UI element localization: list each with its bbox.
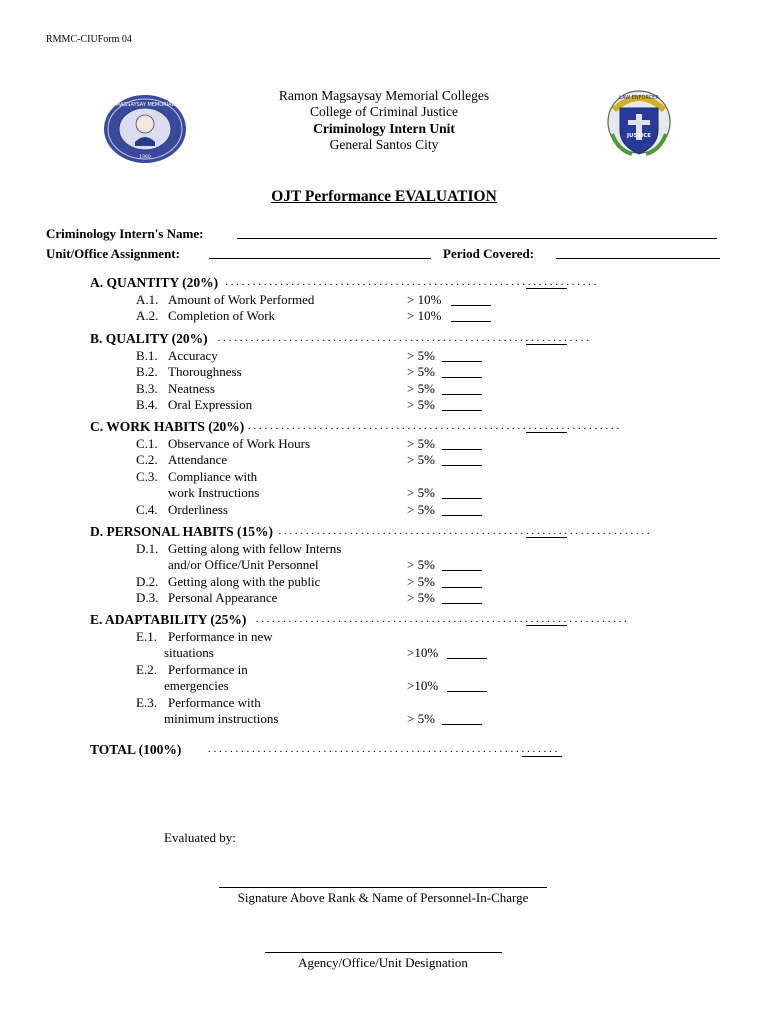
criterion-code: C.3. — [136, 468, 158, 484]
criterion-weight: > 5% — [407, 501, 435, 517]
criterion-code: B.2. — [136, 364, 158, 380]
section-leader-dots: . . . . . . . . . . . . . . . . . . . . . . . . . . . . . . . . . . . . . . . . . . . . . . . . . . . . . . . . . . . . . . . . . . . . — [217, 332, 589, 344]
svg-text:MAGSAYSAY MEMORIAL: MAGSAYSAY MEMORIAL — [115, 102, 175, 108]
section-title: C. WORK HABITS (20%) — [90, 419, 245, 434]
total-row — [90, 742, 181, 758]
agency-caption: Agency/Office/Unit Designation — [298, 955, 468, 970]
section-leader-dots: . . . . . . . . . . . . . . . . . . . . . . . . . . . . . . . . . . . . . . . . . . . . . . . . . . . . . . . . . . . . . . . . . . . . — [225, 276, 597, 288]
college-name: Ramon Magsaysay Memorial Colleges — [278, 88, 490, 103]
criterion-weight: > 5% — [407, 711, 435, 726]
criterion-weight: > 10% — [407, 308, 442, 324]
criterion-label: Personal Appearance — [168, 590, 278, 606]
signature-caption: Signature Above Rank & Name of Personnel-In-Charge — [237, 890, 529, 905]
criterion-label: Observance of Work Hours — [168, 436, 311, 451]
criterion-score-blank[interactable] — [442, 587, 482, 588]
criterion-code: C.2. — [136, 452, 158, 468]
criterion-code: E.1. — [136, 629, 157, 644]
criterion-weight: >10% — [407, 645, 439, 661]
total-score-blank[interactable] — [522, 756, 562, 757]
criterion-label: Getting along with fellow Interns — [168, 541, 342, 556]
total-leader-dots: . . . . . . . . . . . . . . . . . . . . . . . . . . . . . . . . . . . . . . . . . . . . . . . . . . . . . . . . . . . . . . . . — [208, 743, 558, 755]
criterion-label: Orderliness — [168, 501, 228, 517]
criterion-code: D.2. — [136, 573, 159, 589]
criterion-score-blank[interactable] — [447, 658, 487, 659]
criterion-weight: > 5% — [407, 364, 435, 380]
section-leader-dots: . . . . . . . . . . . . . . . . . . . . . . . . . . . . . . . . . . . . . . . . . . . . . . . . . . . . . . . . . . . . . . . . . . . . — [248, 420, 620, 432]
criterion-score-blank[interactable] — [442, 498, 482, 499]
unit-name: Criminology Intern Unit — [313, 121, 455, 136]
section-leader-dots: . . . . . . . . . . . . . . . . . . . . . . . . . . . . . . . . . . . . . . . . . . . . . . . . . . . . . . . . . . . . . . . . . . . . — [278, 525, 650, 537]
criterion-code: A.1. — [136, 292, 159, 307]
svg-text:1960: 1960 — [139, 155, 151, 160]
department-name: College of Criminal Justice — [309, 104, 459, 119]
criterion-label: Thoroughness — [168, 364, 242, 380]
svg-text:LAW ENFORCER: LAW ENFORCER — [619, 95, 659, 101]
criterion-label: situations — [164, 645, 214, 661]
criterion-weight: > 5% — [407, 452, 435, 468]
form-code: RMMC-CIUForm 04 — [46, 34, 132, 45]
criterion-score-blank[interactable] — [442, 410, 482, 411]
svg-text:JUSTICE: JUSTICE — [626, 133, 652, 139]
criterion-code: C.4. — [136, 501, 158, 517]
criterion-score-blank[interactable] — [451, 305, 491, 306]
period-covered-label: Period Covered: — [443, 246, 535, 261]
criterion-weight: > 10% — [407, 292, 442, 307]
criterion-score-blank[interactable] — [442, 361, 482, 362]
criterion-code: E.2. — [136, 661, 157, 677]
section-title: E. ADAPTABILITY (25%) — [90, 612, 247, 627]
criterion-code: E.3. — [136, 694, 157, 710]
criterion-weight: > 5% — [407, 397, 435, 413]
criterion-score-blank[interactable] — [442, 570, 482, 571]
total-label: TOTAL (100%) — [90, 742, 182, 757]
criterion-label: Neatness — [168, 380, 215, 396]
criterion-label: Performance in new — [168, 629, 273, 644]
criterion-label: Getting along with the public — [168, 573, 321, 589]
criterion-weight: > 5% — [407, 557, 435, 573]
criterion-score-blank[interactable] — [442, 394, 482, 395]
criterion-score-blank[interactable] — [442, 377, 482, 378]
form-title: OJT Performance EVALUATION — [271, 188, 497, 205]
section-score-blank[interactable] — [526, 432, 567, 433]
intern-name-field[interactable] — [237, 238, 717, 239]
criterion-weight: > 5% — [407, 485, 435, 501]
intern-name-label: Criminology Intern's Name: — [46, 226, 204, 241]
criterion-code: C.1. — [136, 436, 158, 451]
criterion-label: Compliance with — [168, 468, 258, 484]
criterion-weight: > 5% — [407, 436, 435, 451]
period-covered-field[interactable] — [556, 258, 720, 259]
criterion-weight: > 5% — [407, 573, 435, 589]
criterion-label: Attendance — [168, 452, 228, 468]
agency-line[interactable] — [265, 952, 502, 953]
criterion-score-blank[interactable] — [442, 449, 482, 450]
criterion-weight: > 5% — [407, 348, 435, 363]
evaluated-by-label: Evaluated by: — [164, 830, 236, 845]
criterion-weight: > 5% — [407, 380, 435, 396]
criterion-code: B.3. — [136, 380, 158, 396]
criterion-label: Accuracy — [168, 348, 218, 363]
criterion-score-blank[interactable] — [442, 515, 482, 516]
criterion-label: Performance with — [168, 694, 261, 710]
criterion-score-blank[interactable] — [451, 321, 491, 322]
criterion-weight: > 5% — [407, 590, 435, 606]
signature-line[interactable] — [219, 887, 547, 888]
criterion-label: minimum instructions — [164, 711, 279, 726]
section-score-blank[interactable] — [526, 625, 567, 626]
section-score-blank[interactable] — [526, 344, 567, 345]
criterion-score-blank[interactable] — [447, 691, 487, 692]
criterion-label: Performance in — [168, 661, 248, 677]
criterion-label: Amount of Work Performed — [168, 292, 315, 307]
criterion-label: work Instructions — [168, 485, 260, 501]
criterion-score-blank[interactable] — [442, 465, 482, 466]
criterion-label: and/or Office/Unit Personnel — [168, 557, 319, 573]
criterion-weight: >10% — [407, 678, 439, 694]
criterion-code: B.4. — [136, 397, 158, 413]
city-name: General Santos City — [329, 137, 439, 152]
unit-assignment-label: Unit/Office Assignment: — [46, 246, 180, 261]
criterion-label: Completion of Work — [168, 308, 276, 324]
criterion-code: A.2. — [136, 308, 159, 324]
criterion-code: B.1. — [136, 348, 158, 363]
section-score-blank[interactable] — [526, 537, 567, 538]
section-score-blank[interactable] — [526, 288, 567, 289]
criterion-code: D.1. — [136, 541, 159, 556]
criterion-label: emergencies — [164, 678, 229, 694]
section-title: B. QUALITY (20%) — [90, 331, 208, 346]
section-title: A. QUANTITY (20%) — [90, 275, 219, 290]
criterion-code: D.3. — [136, 590, 159, 606]
section-title: D. PERSONAL HABITS (15%) — [90, 524, 274, 539]
section-leader-dots: . . . . . . . . . . . . . . . . . . . . . . . . . . . . . . . . . . . . . . . . . . . . . . . . . . . . . . . . . . . . . . . . . . . . — [255, 613, 627, 625]
unit-assignment-field[interactable] — [209, 258, 431, 259]
criterion-label: Oral Expression — [168, 397, 253, 413]
criterion-score-blank[interactable] — [442, 603, 482, 604]
criterion-score-blank[interactable] — [442, 724, 482, 725]
